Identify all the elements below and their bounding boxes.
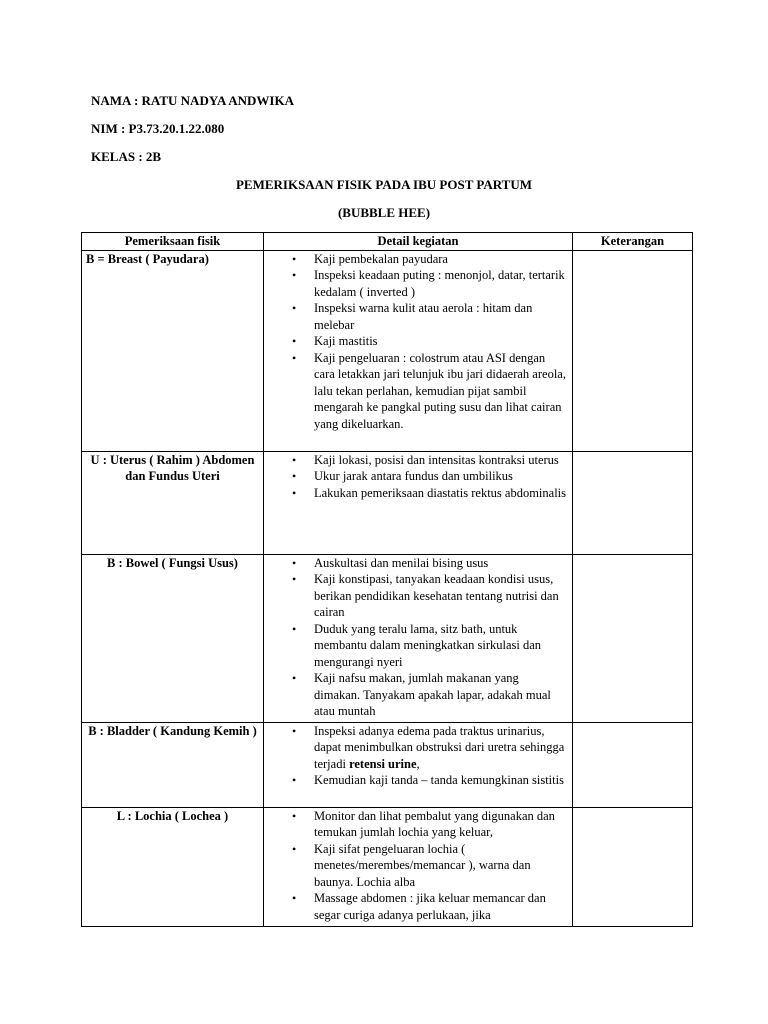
list-item: • Lakukan pemeriksaan diastatis rektus abdominalis bbox=[314, 485, 568, 502]
list-item: • Kaji pengeluaran : colostrum atau ASI dengan cara letakkan jari telunjuk ibu jari didaerah areola, lalu tekan perlahan, kemudian pijat sambil mengarah ke pangkal puting susu dan lihat cairan yang dikeluarkan. bbox=[314, 350, 568, 433]
list-item: • Massage abdomen : jika keluar memancar dan segar curiga adanya perlukaan, jika bbox=[314, 890, 568, 923]
exam-label: B : Bladder ( Kandung Kemih ) bbox=[82, 722, 264, 807]
exam-label: U : Uterus ( Rahim ) Abdomen dan Fundus Uteri bbox=[82, 451, 264, 554]
column-header: Detail kegiatan bbox=[264, 233, 573, 251]
list-item: • Kaji pembekalan payudara bbox=[314, 251, 568, 268]
exam-label: B = Breast ( Payudara) bbox=[82, 250, 264, 451]
list-item: • Kaji nafsu makan, jumlah makanan yang dimakan. Tanyakam apakah lapar, adakah mual atau muntah bbox=[314, 670, 568, 720]
student-nim: NIM : P3.73.20.1.22.080 bbox=[91, 121, 225, 136]
list-item-text: , bbox=[416, 756, 420, 771]
table-row bbox=[82, 250, 693, 451]
exam-label: B : Bowel ( Fungsi Usus) bbox=[82, 554, 264, 722]
list-item: • Auskultasi dan menilai bising usus bbox=[314, 555, 568, 572]
list-item: • Kaji mastitis bbox=[314, 333, 568, 350]
list-item bbox=[314, 723, 568, 773]
activity-detail bbox=[264, 250, 573, 451]
emphasis-text: retensi urine bbox=[349, 756, 417, 771]
document-subtitle: (BUBBLE HEE) bbox=[337, 205, 431, 220]
list-item: • Kaji sifat pengeluaran lochia ( menetes/merembes/memancar ), warna dan baunya. Lochia alba bbox=[314, 841, 568, 891]
activity-detail bbox=[264, 722, 573, 807]
column-header: Pemeriksaan fisik bbox=[82, 233, 264, 251]
document-title: PEMERIKSAAN FISIK PADA IBU POST PARTUM bbox=[235, 177, 533, 192]
activity-detail bbox=[264, 451, 573, 554]
list-item: • Kemudian kaji tanda – tanda kemungkinan sistitis bbox=[314, 772, 568, 789]
list-item: • Monitor dan lihat pembalut yang digunakan dan temukan jumlah lochia yang keluar, bbox=[314, 808, 568, 841]
column-header: Keterangan bbox=[573, 233, 693, 251]
table-row bbox=[82, 554, 693, 722]
keterangan-cell bbox=[573, 451, 693, 554]
list-item: • Inspeksi keadaan puting : menonjol, datar, tertarik kedalam ( inverted ) bbox=[314, 267, 568, 300]
table-row bbox=[82, 807, 693, 926]
examination-table bbox=[81, 232, 693, 927]
student-name: NAMA : RATU NADYA ANDWIKA bbox=[91, 93, 294, 108]
list-item: • Inspeksi warna kulit atau aerola : hitam dan melebar bbox=[314, 300, 568, 333]
keterangan-cell bbox=[573, 554, 693, 722]
table-row bbox=[82, 451, 693, 554]
student-class: KELAS : 2B bbox=[91, 149, 162, 164]
list-item: • Kaji lokasi, posisi dan intensitas kontraksi uterus bbox=[314, 452, 568, 469]
keterangan-cell bbox=[573, 722, 693, 807]
table-header-row bbox=[82, 233, 693, 251]
list-item: • Kaji konstipasi, tanyakan keadaan kondisi usus, berikan pendidikan kesehatan tentang nutrisi dan cairan bbox=[314, 571, 568, 621]
exam-label: L : Lochia ( Lochea ) bbox=[82, 807, 264, 926]
activity-detail bbox=[264, 807, 573, 926]
list-item: • Ukur jarak antara fundus dan umbilikus bbox=[314, 468, 568, 485]
list-item: • Duduk yang teralu lama, sitz bath, untuk membantu dalam meningkatkan sirkulasi dan mengurangi nyeri bbox=[314, 621, 568, 671]
keterangan-cell bbox=[573, 807, 693, 926]
activity-detail bbox=[264, 554, 573, 722]
table-row bbox=[82, 722, 693, 807]
keterangan-cell bbox=[573, 250, 693, 451]
list-item-text: Inspeksi adanya edema pada traktus urinarius, dapat menimbulkan obstruksi dari uretra sehingga terjadi bbox=[314, 723, 565, 771]
